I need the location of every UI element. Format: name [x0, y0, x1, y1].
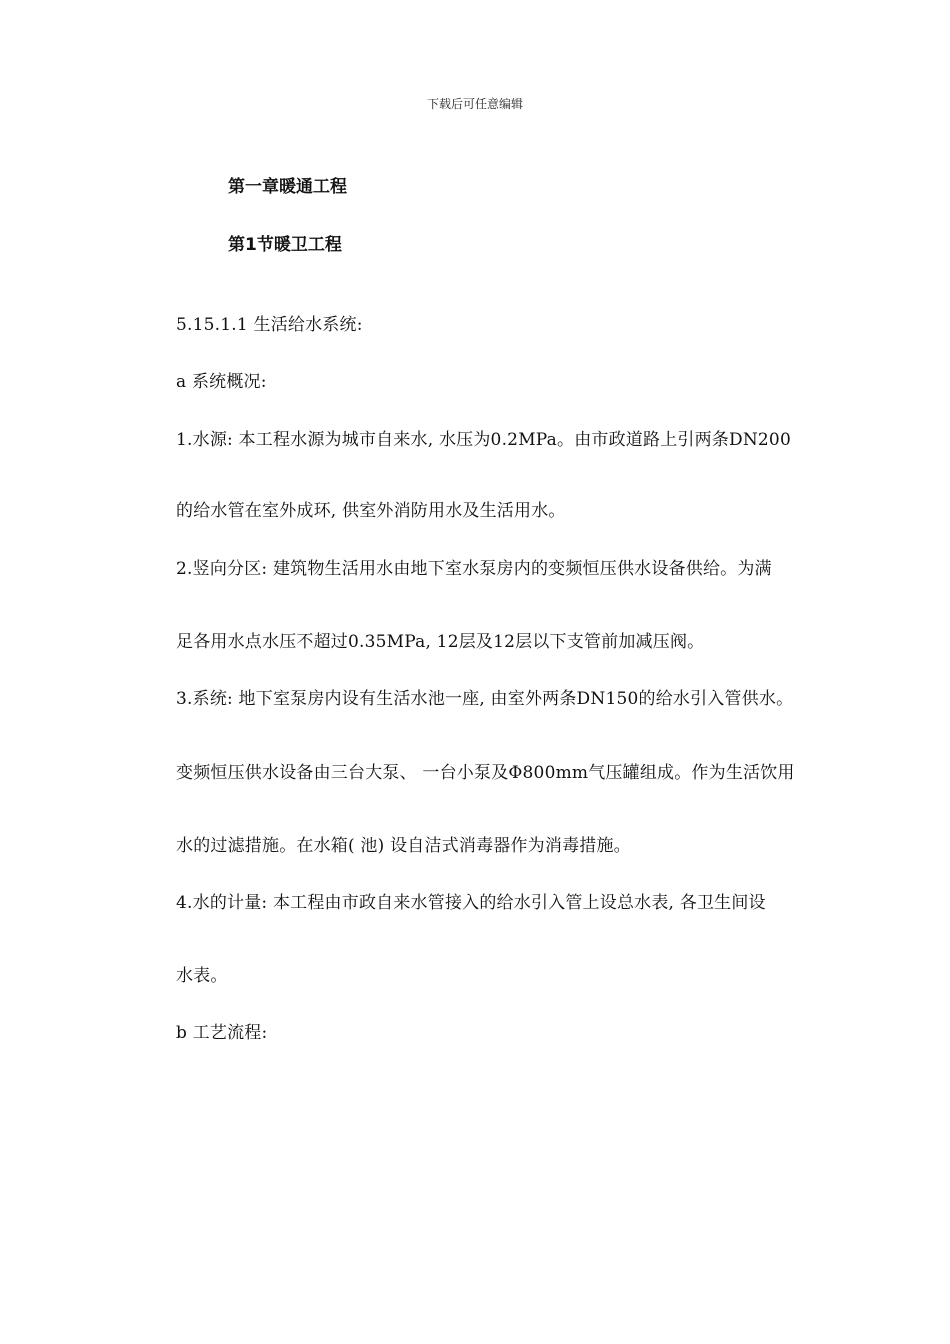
- body-line: 变频恒压供水设备由三台大泵、 一台小泵及Φ800mm气压罐组成。作为生活饮用: [176, 763, 795, 783]
- section-title: 第1节暖卫工程: [228, 235, 342, 255]
- body-line: 足各用水点水压不超过0.35MPa, 12层及12层以下支管前加减压阀。: [176, 632, 705, 652]
- body-line: a 系统概况:: [176, 372, 267, 392]
- body-line: 水的过滤措施。在水箱( 池) 设自洁式消毒器作为消毒措施。: [176, 836, 631, 856]
- body-line: 4.水的计量: 本工程由市政自来水管接入的给水引入管上设总水表, 各卫生间设: [176, 893, 766, 913]
- body-line: b 工艺流程:: [176, 1023, 268, 1043]
- body-line: 水表。: [176, 966, 228, 986]
- body-line: 2.竖向分区: 建筑物生活用水由地下室水泵房内的变频恒压供水设备供给。为满: [176, 559, 772, 579]
- body-line: 1.水源: 本工程水源为城市自来水, 水压为0.2MPa。由市政道路上引两条DN200: [176, 430, 791, 450]
- chapter-title: 第一章暖通工程: [228, 177, 347, 197]
- body-line: 的给水管在室外成环, 供室外消防用水及生活用水。: [176, 501, 566, 521]
- body-line: 3.系统: 地下室泵房内设有生活水池一座, 由室外两条DN150的给水引入管供水。: [176, 689, 794, 709]
- header-note: 下载后可任意编辑: [426, 97, 523, 111]
- body-line: 5.15.1.1 生活给水系统:: [176, 315, 363, 335]
